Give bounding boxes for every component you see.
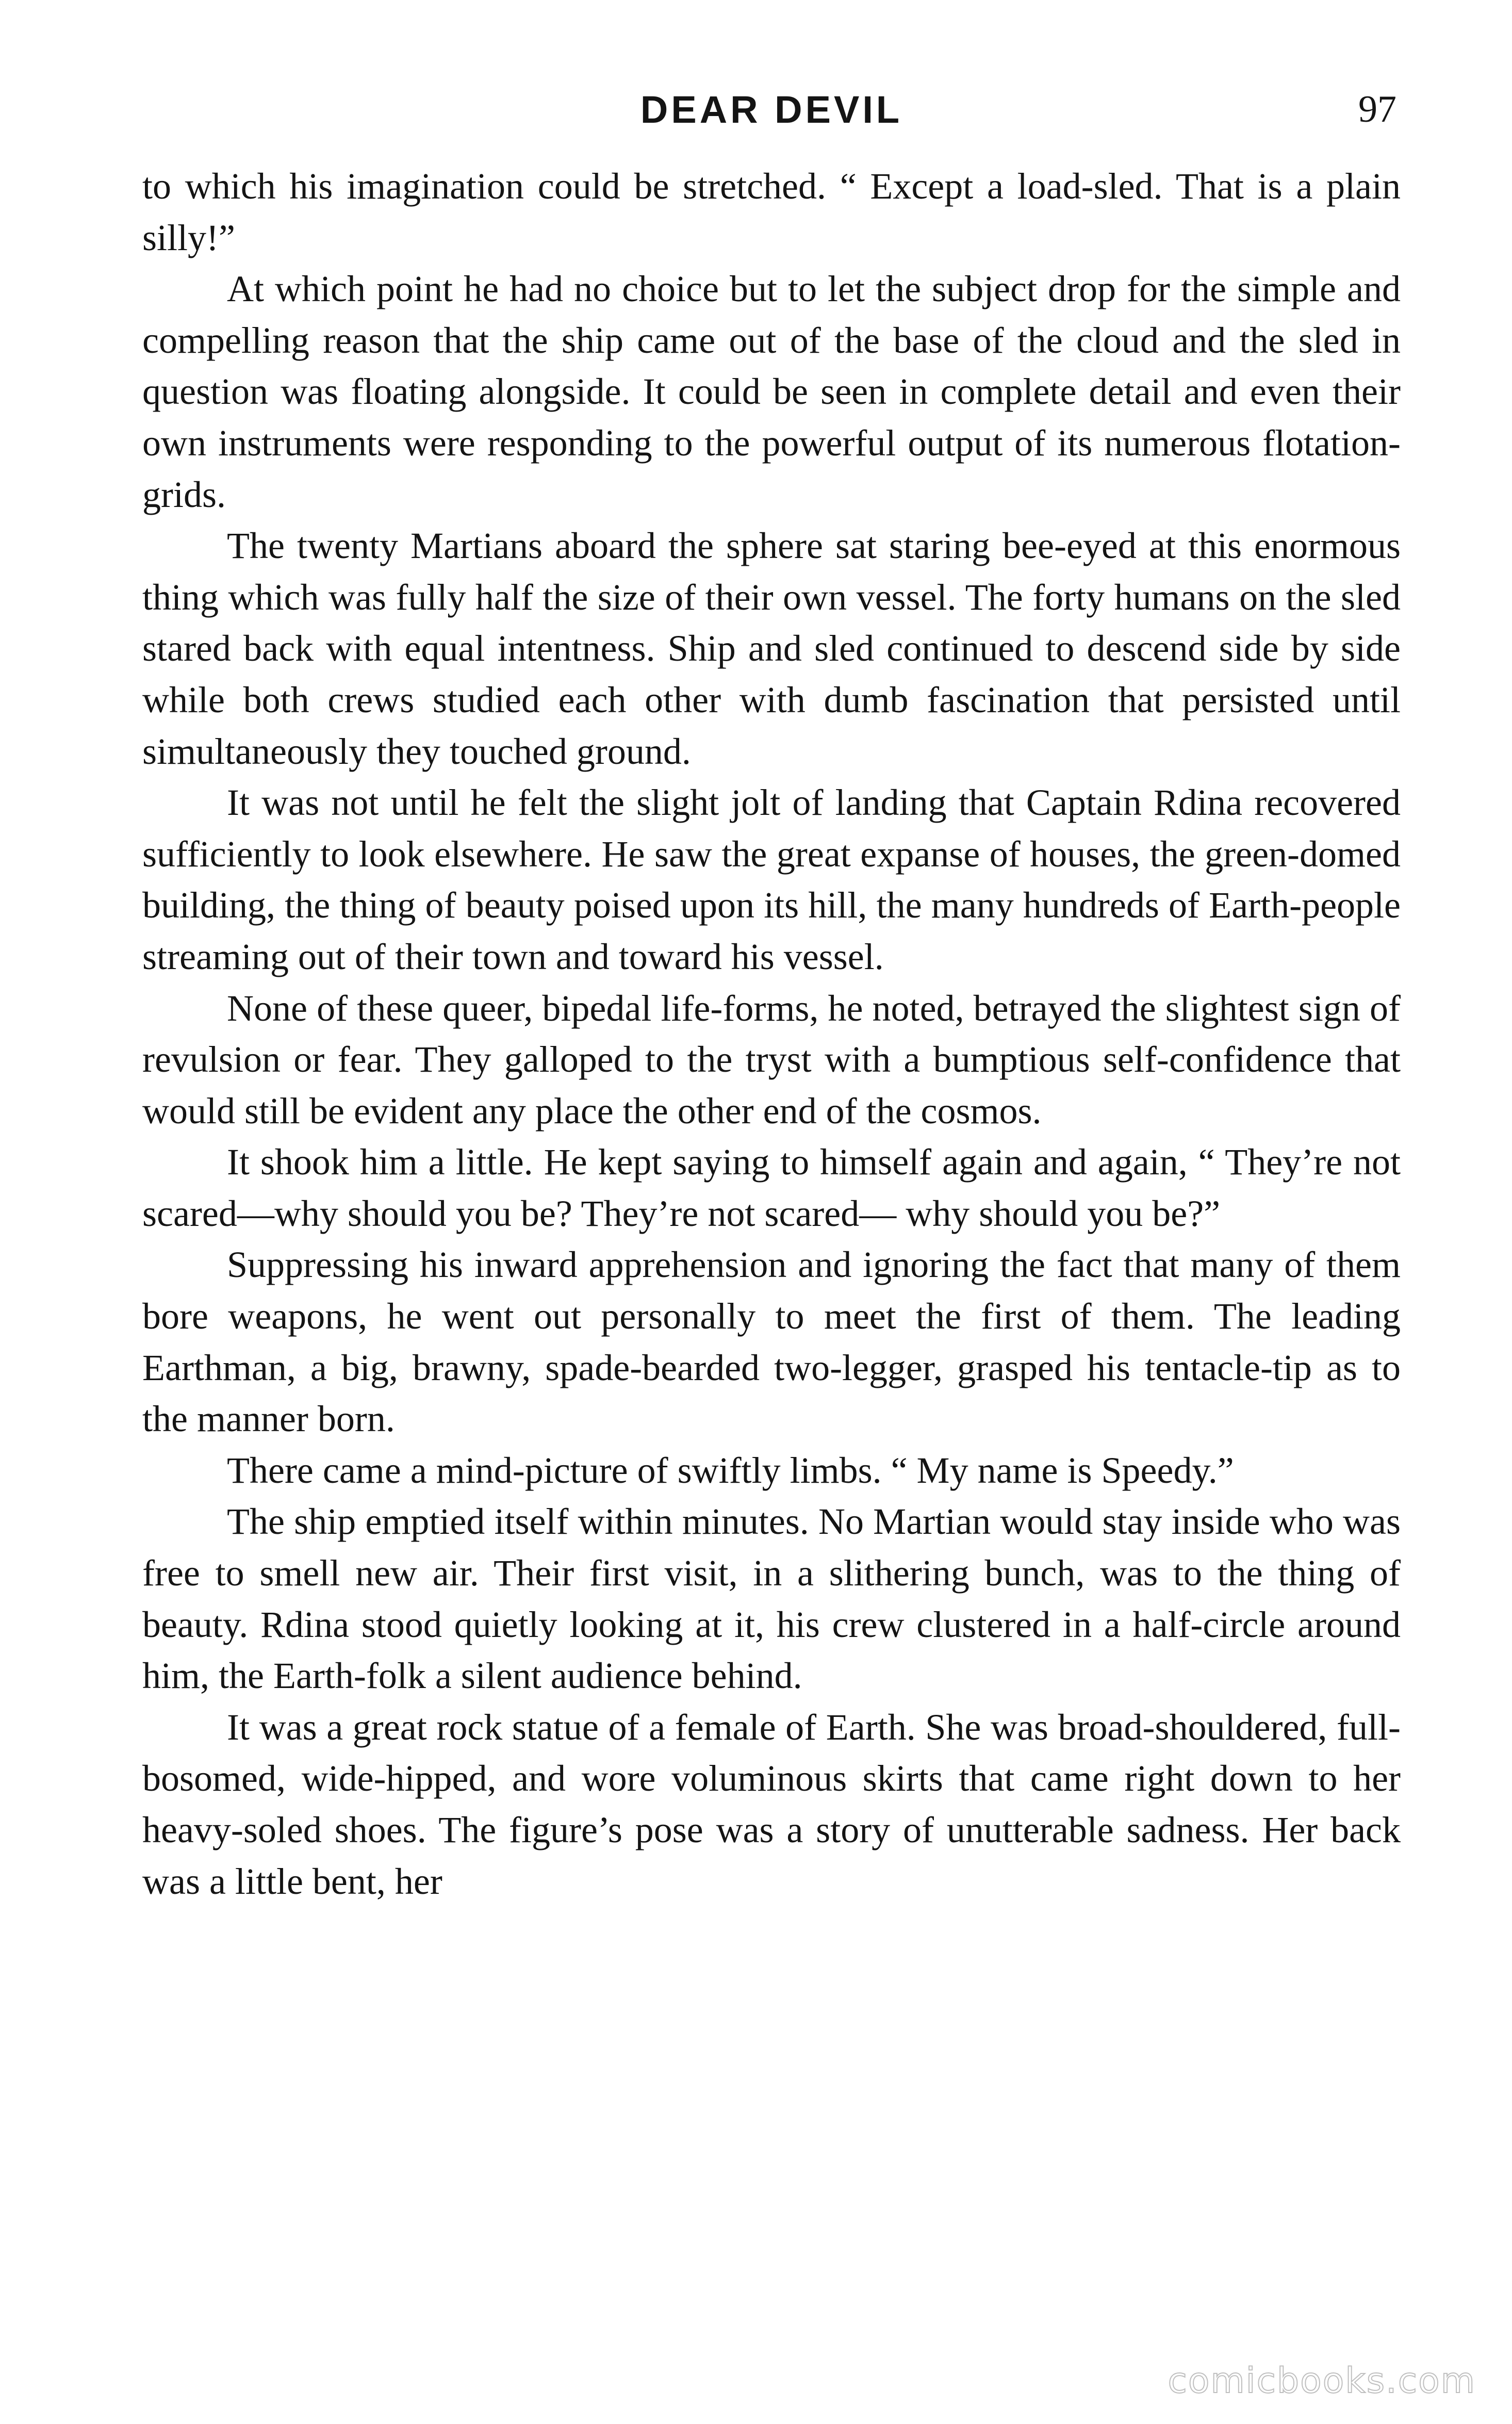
watermark: comicbooks.com [1168, 2361, 1476, 2401]
paragraph: It was not until he felt the slight jolt of landing that Captain Rdina recovered sufficiently to look elsewhere. He saw the great expanse of houses, the green-domed building, the thing of beauty poised upon its hill, the many hundreds of Earth-people streaming out of their town and toward his vessel. [142, 782, 1401, 977]
paragraph: to which his imagination could be stretched. “ Except a load-sled. That is a plain silly!” [142, 166, 1401, 258]
running-head [142, 77, 1401, 150]
paragraph: Suppressing his inward apprehension and ignoring the fact that many of them bore weapons, he went out personally to meet the first of them. The leading Earthman, a big, brawny, spade-bearded two-legger, grasped his tentacle-tip as to the manner born. [142, 1244, 1401, 1440]
paragraph: None of these queer, bipedal life-forms, he noted, betrayed the slightest sign of revulsion or fear. They galloped to the tryst with a bumptious self-confidence that would still be evident any place the other end of the cosmos. [142, 987, 1401, 1132]
paragraph: At which point he had no choice but to let the subject drop for the simple and compelling reason that the ship came out of the base of the cloud and the sled in question was floating alongside. It could be seen in complete detail and even their own instruments were responding to the powerful output of its numerous flotation-grids. [142, 268, 1401, 515]
page-number: 97 [1358, 88, 1396, 130]
book-page [142, 77, 1401, 1907]
paragraph: The twenty Martians aboard the sphere sat staring bee-eyed at this enormous thing which was fully half the size of their own vessel. The forty humans on the sled stared back with equal intentness. Ship and sled continued to descend side by side while both crews studied each other with dumb fascination that persisted until simultaneously they touched ground. [142, 525, 1401, 772]
paragraph: It was a great rock statue of a female of Earth. She was broad-shouldered, full-bosomed, wide-hipped, and wore voluminous skirts that came right down to her heavy-soled shoes. The figure’s pose was a story of unutterable sadness. Her back was a little bent, her [142, 1706, 1401, 1902]
paragraph: It shook him a little. He kept saying to himself again and again, “ They’re not scared—why should you be? They’re not scared— why should you be?” [142, 1141, 1401, 1234]
paragraph: There came a mind-picture of swiftly limbs. “ My name is Speedy.” [227, 1449, 1234, 1491]
body-text [142, 161, 1401, 1907]
running-title: DEAR DEVIL [640, 88, 903, 131]
paragraph: The ship emptied itself within minutes. No Martian would stay inside who was free to smell new air. Their first visit, in a slithering bunch, was to the thing of beauty. Rdina stood quietly looking at it, his crew clustered in a half-circle around him, the Earth-folk a silent audience behind. [142, 1501, 1401, 1697]
